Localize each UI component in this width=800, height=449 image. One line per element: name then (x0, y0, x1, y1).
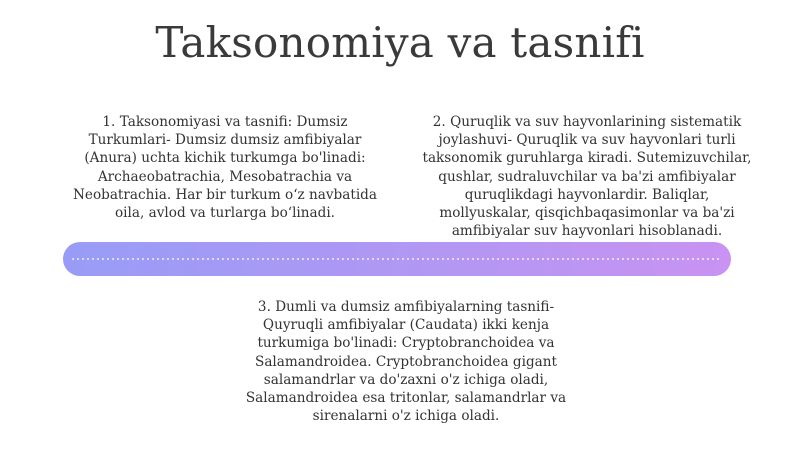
text-block-1: 1. Taksonomiyasi va tasnifi: Dumsiz Turkumlari- Dumsiz dumsiz amfibiyalar (Anura) uchta kichik turkumga bo'linadi: Archaeobatrachia, Mesobatrachia va Neobatrachia. Har bir turkum o‘z navbatida oila, avlod va turlarga bo‘linadi. (73, 114, 377, 222)
text-block-2: 2. Quruqlik va suv hayvonlarining sistematik joylashuvi- Quruqlik va suv hayvonlari turli taksonomik guruhlarga kiradi. Sutemizuvchilar, qushlar, sudraluvchilar va ba'zi amfibiyalar quruqlikdagi hayvonlardir. Baliqlar, mollyuskalar, qisqichbaqasimonlar va ba'zi amfibiyalar suv hayvonlari hisoblanadi. (422, 114, 752, 240)
timeline-track (72, 258, 722, 260)
text-block-3: 3. Dumli va dumsiz amfibiyalarning tasnifi- Quyruqli amfibiyalar (Caudata) ikki kenja turkumiga bo'linadi: Cryptobranchoidea va Salamandroidea. Cryptobranchoidea gigant salamandrlar va do'zaxni o'z ichiga oladi, Salamandroidea esa tritonlar, salamandrlar va sirenalarni o'z ichiga oladi. (245, 299, 567, 425)
slide-title: Taksonomiya va tasnifi (155, 18, 645, 67)
